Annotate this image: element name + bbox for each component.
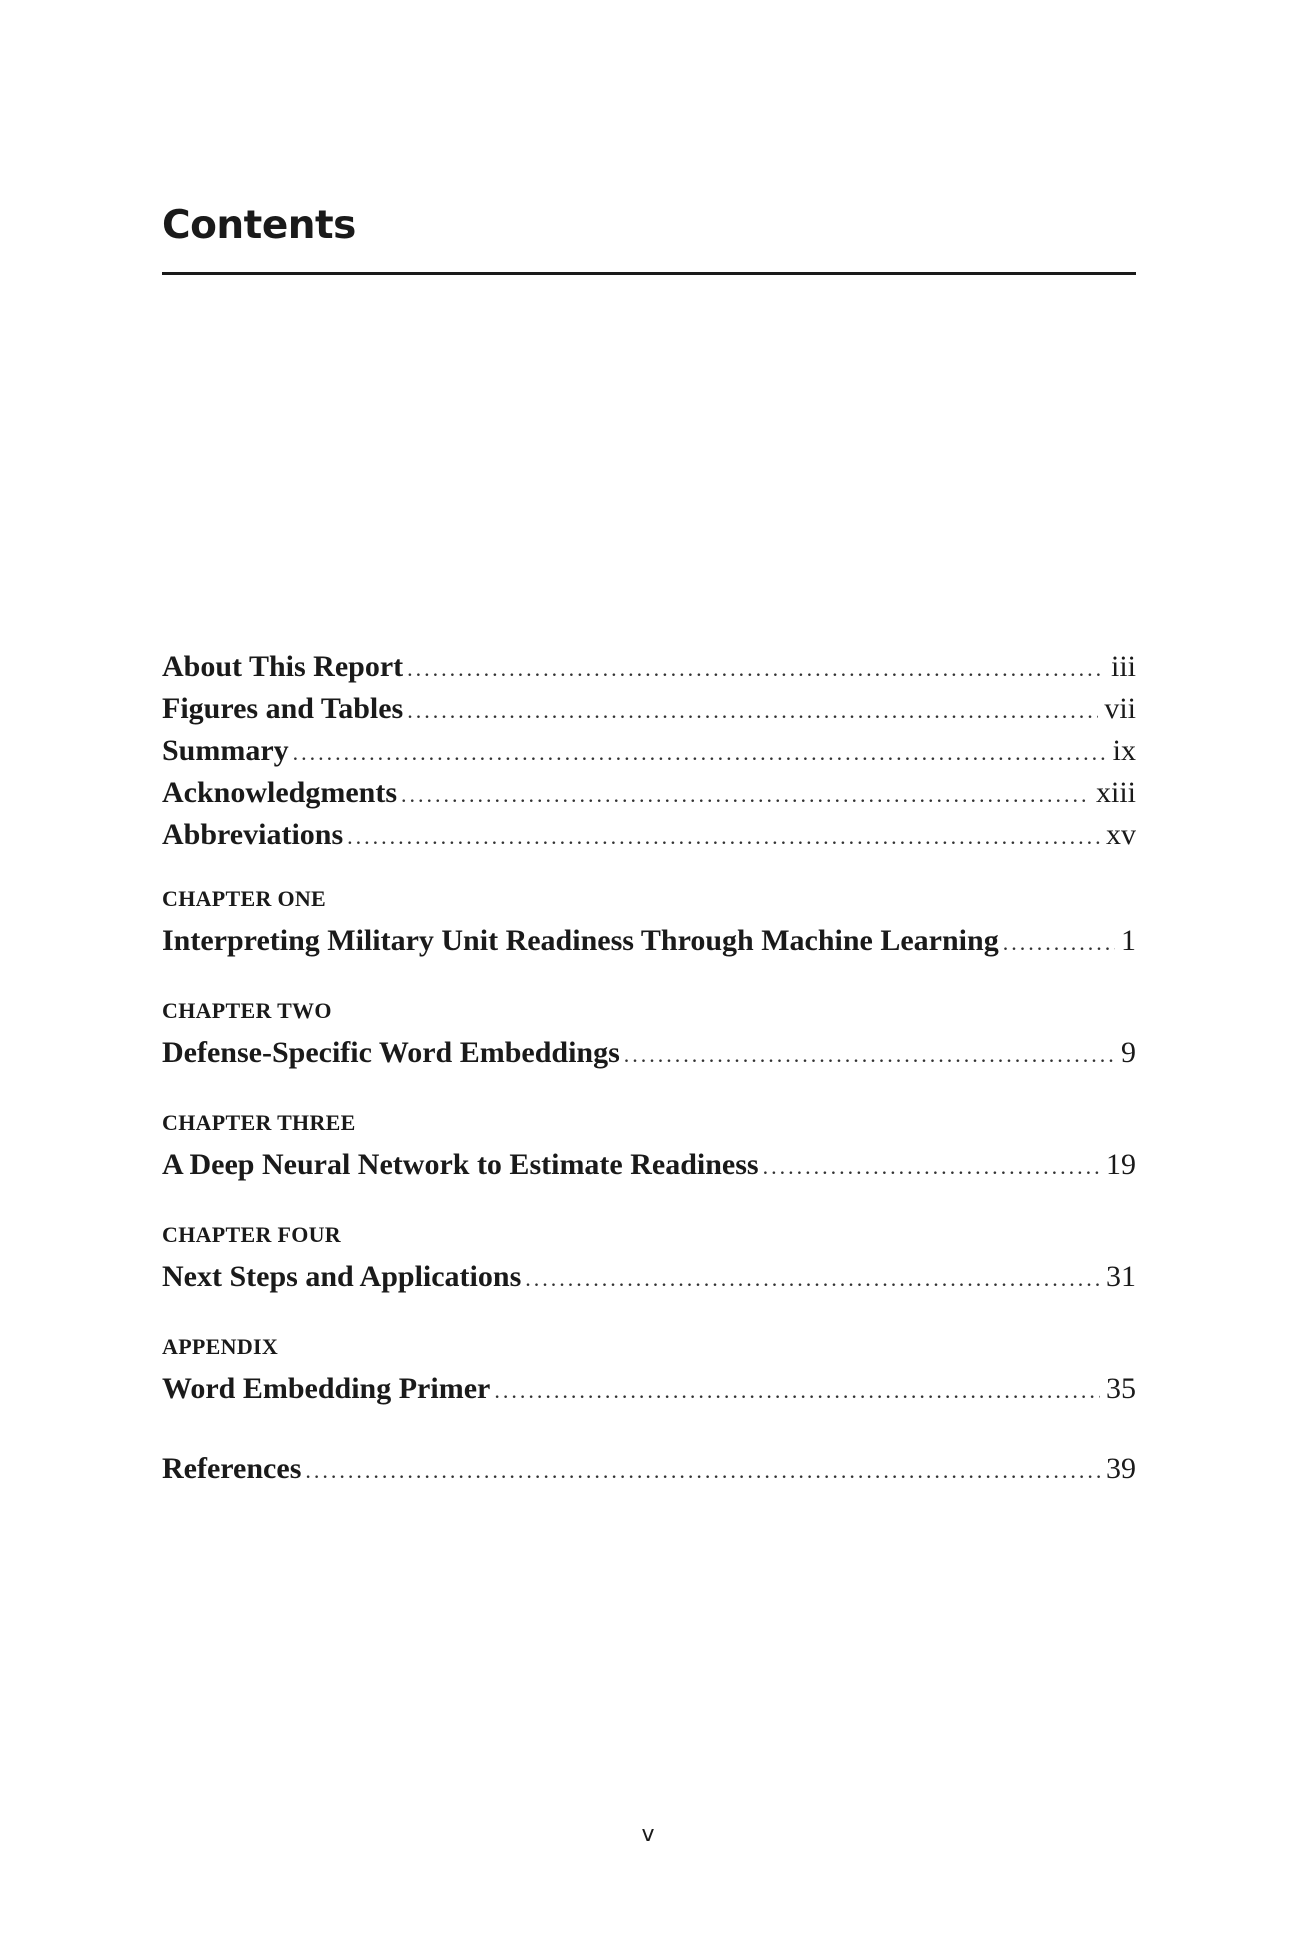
page-title: Contents: [162, 203, 356, 248]
page-number: v: [641, 1822, 655, 1847]
toc-entry-figures-and-tables[interactable]: [162, 688, 1136, 730]
toc-entry-title: Word Embedding Primer: [162, 1372, 491, 1405]
toc-entry-abbreviations[interactable]: [162, 814, 1136, 856]
toc-entry-page: ix: [1112, 734, 1136, 767]
toc-entry-title: A Deep Neural Network to Estimate Readiness: [162, 1148, 759, 1181]
toc-entry-title: About This Report: [162, 650, 404, 683]
toc-entry-chapter-three[interactable]: [162, 1144, 1136, 1186]
chapter-four-block: [162, 1220, 1136, 1298]
dot-leader: [293, 732, 1107, 774]
section-gap: [162, 1410, 1136, 1448]
toc-entry-about-this-report[interactable]: [162, 646, 1136, 688]
toc-entry-chapter-one[interactable]: [162, 920, 1136, 962]
toc-entry-page: 31: [1106, 1260, 1136, 1293]
dot-leader: [305, 1450, 1100, 1492]
toc-entry-page: 39: [1106, 1452, 1136, 1485]
chapter-label: CHAPTER ONE: [162, 886, 327, 911]
toc-entry-page: 1: [1121, 924, 1136, 957]
appendix-block: [162, 1332, 1136, 1410]
dot-leader: [1003, 922, 1115, 964]
chapter-two-block: [162, 996, 1136, 1074]
toc-entry-appendix[interactable]: [162, 1368, 1136, 1410]
toc-entry-page: iii: [1110, 650, 1136, 683]
toc-entry-page: 35: [1106, 1372, 1136, 1405]
chapter-label: CHAPTER THREE: [162, 1110, 356, 1135]
toc-entry-title: Acknowledgments: [162, 776, 398, 809]
toc-entry-chapter-four[interactable]: [162, 1256, 1136, 1298]
toc-entry-acknowledgments[interactable]: [162, 772, 1136, 814]
dot-leader: [347, 816, 1100, 858]
title-rule: [162, 272, 1136, 275]
chapter-label: CHAPTER FOUR: [162, 1222, 341, 1247]
toc-entry-page: vii: [1104, 692, 1136, 725]
chapter-three-block: [162, 1108, 1136, 1186]
toc-entry-title: Next Steps and Applications: [162, 1260, 522, 1293]
toc-entry-summary[interactable]: [162, 730, 1136, 772]
chapter-label: CHAPTER TWO: [162, 998, 332, 1023]
toc-entry-title: Figures and Tables: [162, 692, 404, 725]
toc-entry-page: xv: [1106, 818, 1136, 851]
dot-leader: [525, 1258, 1100, 1300]
section-gap: [162, 856, 1136, 884]
table-of-contents: [162, 646, 1136, 1490]
toc-entry-page: 9: [1121, 1036, 1136, 1069]
toc-entry-title: Defense-Specific Word Embeddings: [162, 1036, 620, 1069]
toc-entry-title: Interpreting Military Unit Readiness Through Machine Learning: [162, 924, 999, 957]
toc-entry-page: xiii: [1095, 776, 1136, 809]
dot-leader: [624, 1034, 1115, 1076]
toc-entry-title: Summary: [162, 734, 289, 767]
toc-entry-title: Abbreviations: [162, 818, 344, 851]
toc-entry-title: References: [162, 1452, 302, 1485]
toc-entry-chapter-two[interactable]: [162, 1032, 1136, 1074]
dot-leader: [407, 648, 1105, 690]
toc-entry-page: 19: [1106, 1148, 1136, 1181]
chapter-label: APPENDIX: [162, 1334, 279, 1359]
dot-leader: [494, 1370, 1100, 1412]
dot-leader: [407, 690, 1098, 732]
toc-entry-references[interactable]: [162, 1448, 1136, 1490]
dot-leader: [763, 1146, 1100, 1188]
dot-leader: [401, 774, 1090, 816]
chapter-one-block: [162, 884, 1136, 962]
